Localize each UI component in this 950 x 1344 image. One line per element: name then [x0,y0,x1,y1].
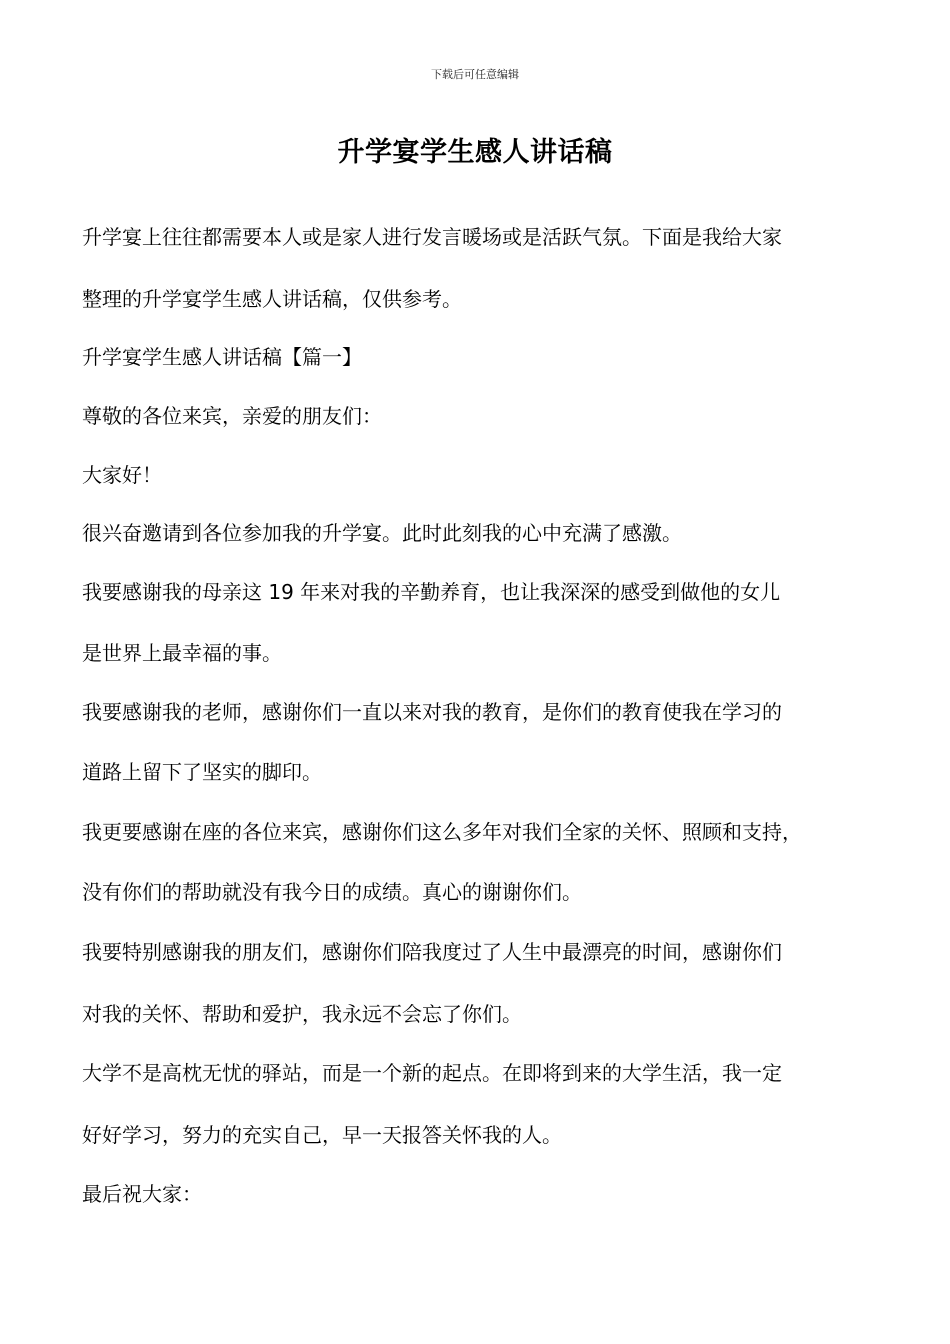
salutation: 尊敬的各位来宾，亲爱的朋友们： [82,404,382,428]
paragraph-4-line-2: 没有你们的帮助就没有我今日的成绩。真心的谢谢你们。 [82,880,582,904]
paragraph-3-line-2: 道路上留下了坚实的脚印。 [82,760,322,784]
section-heading: 升学宴学生感人讲话稿【篇一】 [82,345,362,369]
paragraph-2-line-2: 是世界上最幸福的事。 [82,641,282,665]
paragraph-5-line-1: 我要特别感谢我的朋友们，感谢你们陪我度过了人生中最漂亮的时间，感谢你们 [82,940,782,964]
paragraph-3-line-1: 我要感谢我的老师，感谢你们一直以来对我的教育，是你们的教育使我在学习的 [82,700,782,724]
document-title: 升学宴学生感人讲话稿 [337,137,613,168]
paragraph-1: 很兴奋邀请到各位参加我的升学宴。此时此刻我的心中充满了感激。 [82,521,682,545]
greeting: 大家好！ [82,463,162,487]
closing-line: 最后祝大家： [82,1182,202,1206]
page-header-note: 下载后可任意编辑 [431,68,519,81]
paragraph-2-line-1: 我要感谢我的母亲这 19 年来对我的辛勤养育，也让我深深的感受到做他的女儿 [82,580,781,604]
intro-line-2: 整理的升学宴学生感人讲话稿，仅供参考。 [82,287,462,311]
paragraph-4-line-1: 我更要感谢在座的各位来宾，感谢你们这么多年对我们全家的关怀、照顾和支持， [82,820,802,844]
intro-line-1: 升学宴上往往都需要本人或是家人进行发言暖场或是活跃气氛。下面是我给大家 [82,225,782,249]
paragraph-6-line-2: 好好学习，努力的充实自己，早一天报答关怀我的人。 [82,1123,562,1147]
paragraph-5-line-2: 对我的关怀、帮助和爱护，我永远不会忘了你们。 [82,1002,522,1026]
paragraph-6-line-1: 大学不是高枕无忧的驿站，而是一个新的起点。在即将到来的大学生活，我一定 [82,1061,782,1085]
